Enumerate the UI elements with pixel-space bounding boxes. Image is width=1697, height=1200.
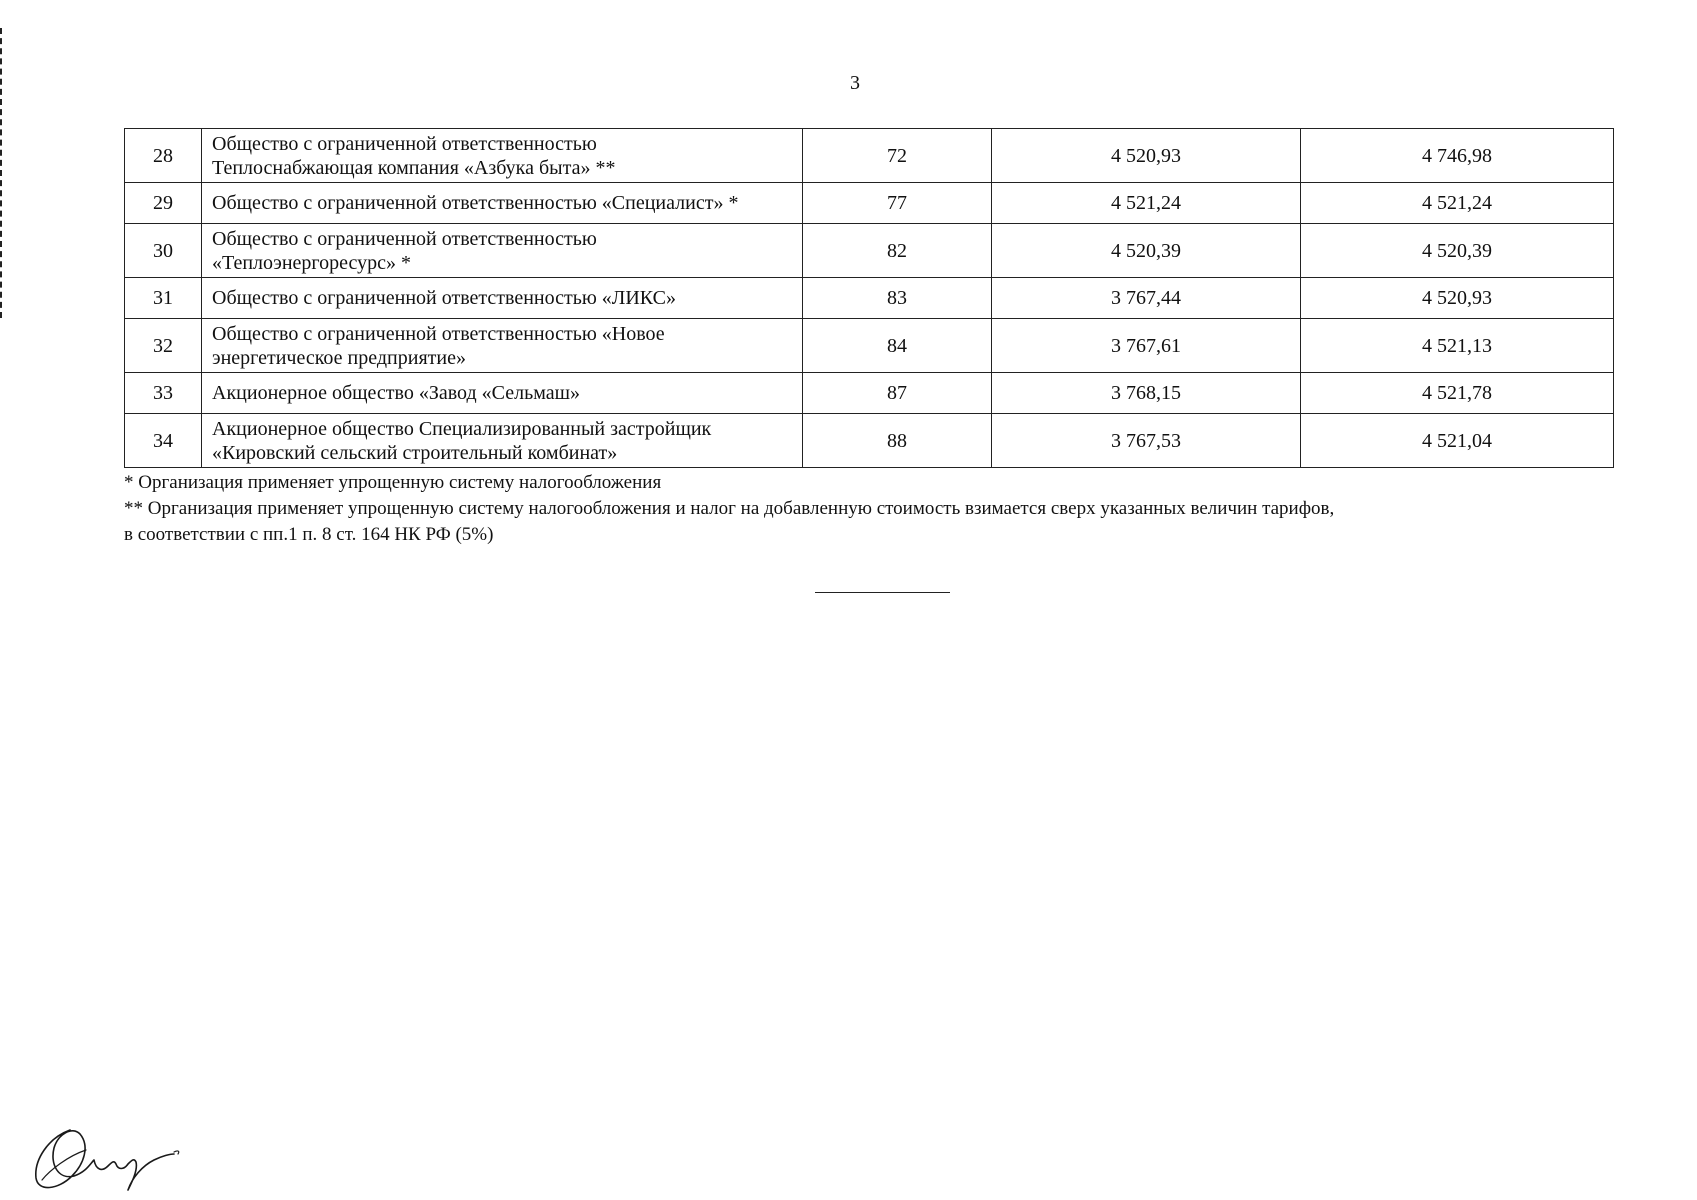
table-row [125,183,1614,224]
table-row [125,278,1614,319]
row-number: 33 [125,373,202,414]
organization-code: 88 [803,414,992,468]
row-number: 34 [125,414,202,468]
tariff-value-1: 3 767,44 [992,278,1301,319]
tariff-value-1: 3 767,53 [992,414,1301,468]
organization-code: 72 [803,129,992,183]
organization-name [202,373,803,414]
table-row [125,129,1614,183]
organization-code: 77 [803,183,992,224]
row-number: 31 [125,278,202,319]
organization-name-line: Теплоснабжающая компания «Азбука быта» ** [212,156,616,179]
tariff-table [124,128,1614,468]
organization-name-line: энергетическое предприятие» [212,346,466,369]
footnote-double-asterisk: ** Организация применяет упрощенную систему налогообложения и налог на добавленную стоимость взимается сверх указанных величин тарифов, [124,498,1335,519]
page-number: 3 [850,72,860,94]
organization-name [202,414,803,468]
tariff-value-1: 4 521,24 [992,183,1301,224]
organization-name-line: Общество с ограниченной ответственностью [212,227,597,250]
organization-name-line: «Кировский сельский строительный комбинат» [212,441,618,464]
organization-name-line: Общество с ограниченной ответственностью «Новое [212,322,665,345]
organization-name-line: Общество с ограниченной ответственностью «ЛИКС» [212,287,676,309]
organization-name [202,319,803,373]
tariff-value-2: 4 746,98 [1301,129,1614,183]
organization-name-line: «Теплоэнергоресурс» * [212,251,411,274]
organization-code: 82 [803,224,992,278]
organization-name [202,224,803,278]
tariff-value-2: 4 521,78 [1301,373,1614,414]
table-row [125,319,1614,373]
tariff-value-1: 3 768,15 [992,373,1301,414]
footnote-double-asterisk-continued: в соответствии с пп.1 п. 8 ст. 164 НК РФ (5%) [124,524,494,545]
organization-code: 87 [803,373,992,414]
tariff-value-2: 4 520,39 [1301,224,1614,278]
tariff-value-2: 4 520,93 [1301,278,1614,319]
organization-code: 83 [803,278,992,319]
row-number: 32 [125,319,202,373]
table-row [125,224,1614,278]
row-number: 29 [125,183,202,224]
end-of-document-rule [815,592,950,593]
organization-name [202,129,803,183]
table-row [125,373,1614,414]
organization-name [202,183,803,224]
table-row [125,414,1614,468]
tariff-value-2: 4 521,24 [1301,183,1614,224]
signature-icon [28,1120,188,1200]
organization-name-line: Акционерное общество «Завод «Сельмаш» [212,382,581,404]
tariff-value-2: 4 521,13 [1301,319,1614,373]
organization-code: 84 [803,319,992,373]
organization-name [202,278,803,319]
footnote-single-asterisk: * Организация применяет упрощенную систему налогообложения [124,472,662,493]
row-number: 28 [125,129,202,183]
organization-name-line: Акционерное общество Специализированный застройщик [212,417,712,440]
footnotes [124,470,1624,548]
organization-name-line: Общество с ограниченной ответственностью [212,132,597,155]
tariff-value-1: 4 520,39 [992,224,1301,278]
row-number: 30 [125,224,202,278]
organization-name-line: Общество с ограниченной ответственностью «Специалист» * [212,192,739,214]
tariff-value-1: 3 767,61 [992,319,1301,373]
tariff-value-1: 4 520,93 [992,129,1301,183]
tariff-value-2: 4 521,04 [1301,414,1614,468]
